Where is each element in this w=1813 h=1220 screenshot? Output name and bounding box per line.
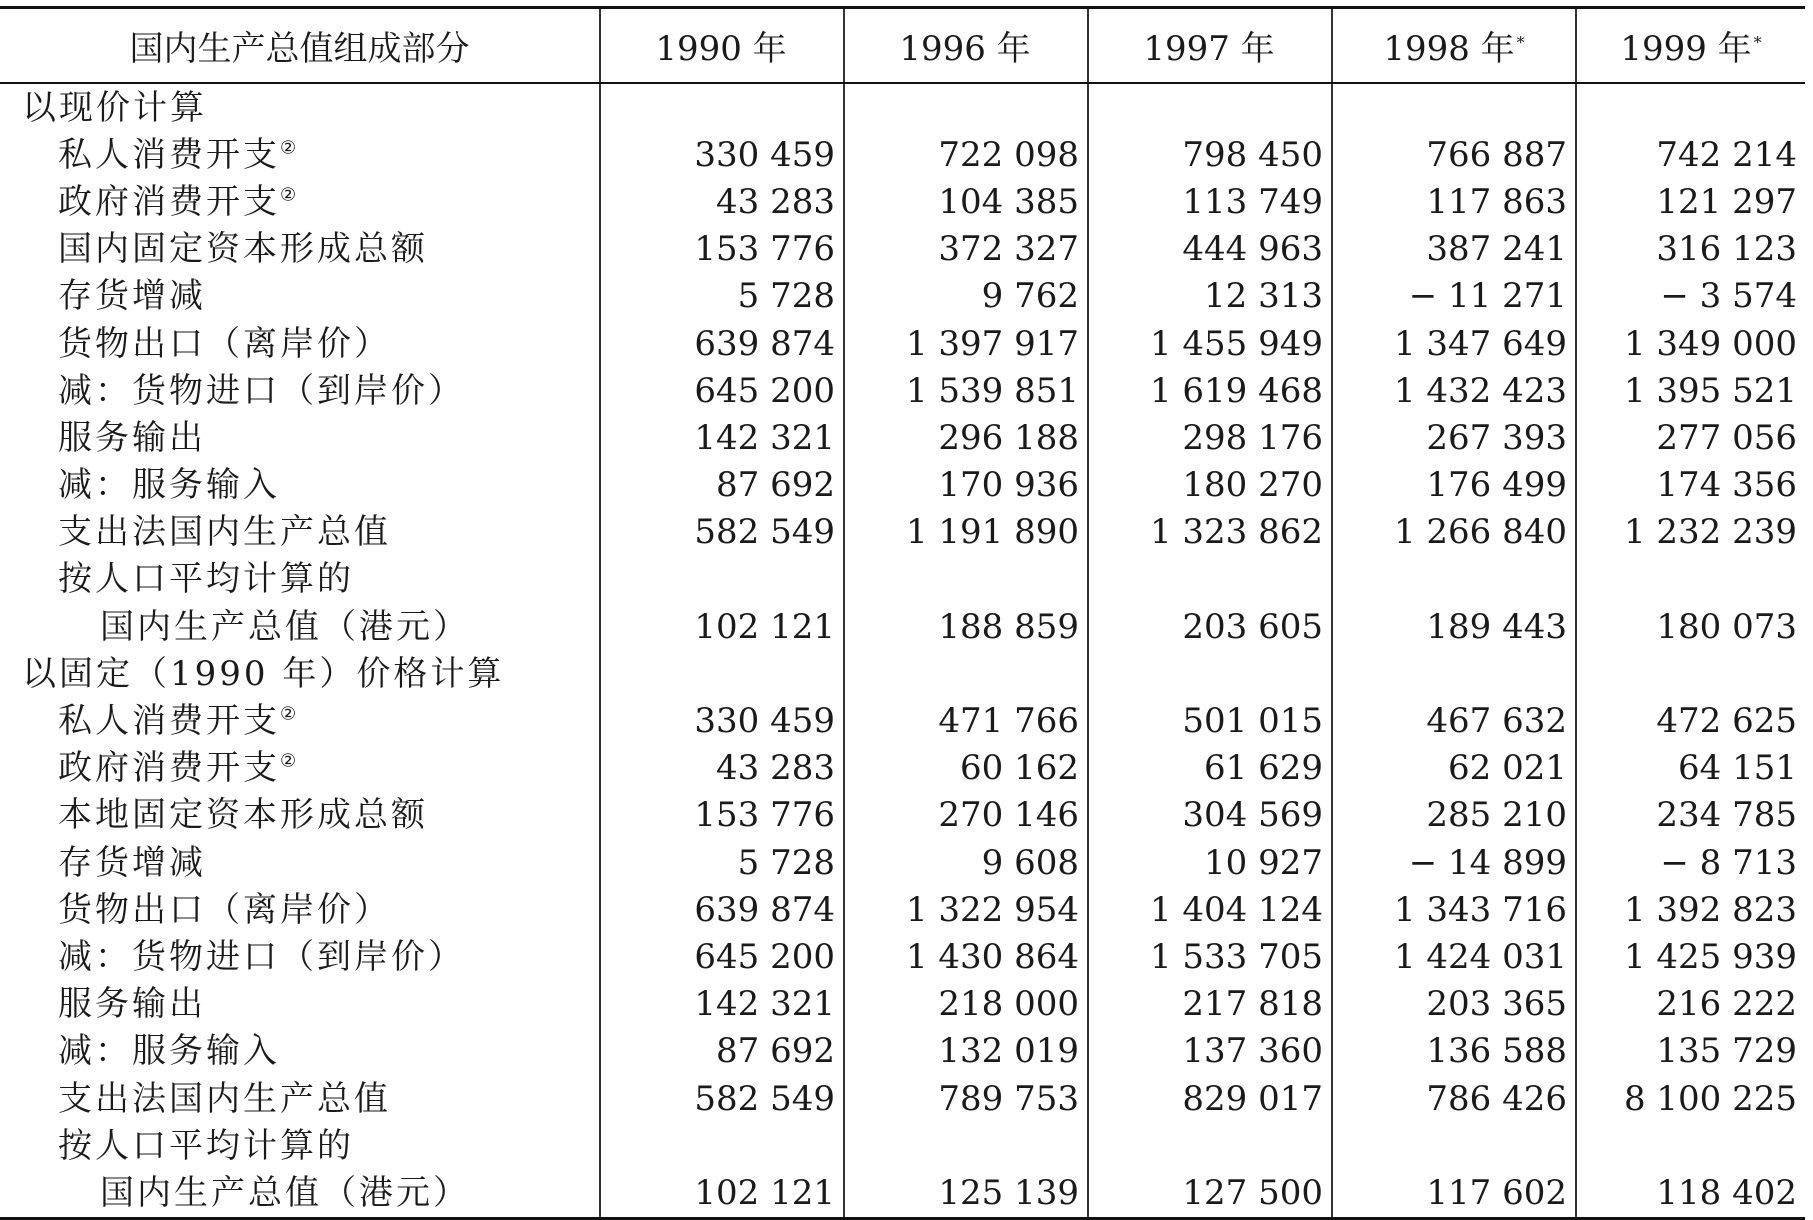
value-cell: 118 402 xyxy=(1576,1169,1805,1218)
value-cell xyxy=(844,650,1088,697)
value-cell: 316 123 xyxy=(1656,229,1797,270)
value-cell: 1 425 939 xyxy=(1623,936,1797,977)
value-cell: 113 749 xyxy=(1088,178,1332,225)
row-label-text: 政府消费开支 xyxy=(58,748,280,789)
table-row xyxy=(0,1075,1805,1122)
value-cell: 61 629 xyxy=(1088,745,1332,792)
row-label xyxy=(0,933,600,980)
row-label-text: 减：货物进口（到岸价） xyxy=(58,370,465,411)
value-cell: − 8 713 xyxy=(1660,842,1797,883)
row-label-text: 本地固定资本形成总额 xyxy=(58,795,428,836)
row-label xyxy=(0,792,600,839)
table-row xyxy=(0,603,1805,650)
header-year-1996 xyxy=(844,8,1088,84)
value-cell: 472 625 xyxy=(1656,701,1797,742)
value-cell xyxy=(1332,83,1576,131)
table-row xyxy=(0,226,1805,273)
value-cell: 1 343 716 xyxy=(1332,886,1576,933)
value-cell: 104 385 xyxy=(844,178,1088,225)
row-label xyxy=(0,1169,600,1218)
value-cell: 218 000 xyxy=(844,981,1088,1028)
value-cell: 582 549 xyxy=(600,509,844,556)
header-row xyxy=(0,8,1805,84)
value-cell xyxy=(600,1122,844,1169)
row-label-text: 服务输出 xyxy=(58,417,206,458)
value-cell: 153 776 xyxy=(600,792,844,839)
year-mark: * xyxy=(1516,32,1525,52)
year-label: 1990 年 xyxy=(655,29,787,69)
value-cell: 296 188 xyxy=(844,414,1088,461)
value-cell: 1 392 823 xyxy=(1623,889,1797,930)
row-label xyxy=(0,1122,600,1169)
gdp-components-table xyxy=(0,6,1805,1220)
year-mark: * xyxy=(1753,32,1762,52)
value-cell: 1 322 954 xyxy=(844,886,1088,933)
value-cell xyxy=(1088,650,1332,697)
row-label-text: 存货增减 xyxy=(58,276,206,317)
value-cell: 188 859 xyxy=(844,603,1088,650)
value-cell: 117 863 xyxy=(1332,178,1576,225)
row-label-text: 国内生产总值（港元） xyxy=(100,1172,470,1213)
header-year-1997 xyxy=(1088,8,1332,84)
row-label xyxy=(0,462,600,509)
table-row xyxy=(0,650,1805,697)
value-cell: 1 539 851 xyxy=(844,367,1088,414)
header-item: 国内生产总值组成部分 xyxy=(0,8,600,84)
value-cell: 10 927 xyxy=(1088,839,1332,886)
value-cell: 298 176 xyxy=(1088,414,1332,461)
value-cell: 639 874 xyxy=(600,886,844,933)
value-cell xyxy=(1332,650,1576,697)
row-label xyxy=(0,367,600,414)
value-cell xyxy=(600,83,844,131)
row-label-text: 存货增减 xyxy=(58,842,206,883)
value-cell: 372 327 xyxy=(844,226,1088,273)
value-cell: 829 017 xyxy=(1088,1075,1332,1122)
value-cell: 387 241 xyxy=(1332,226,1576,273)
value-cell: 501 015 xyxy=(1088,697,1332,744)
value-cell: 270 146 xyxy=(844,792,1088,839)
value-cell: 467 632 xyxy=(1332,697,1576,744)
value-cell: 9 608 xyxy=(844,839,1088,886)
value-cell: 1 266 840 xyxy=(1332,509,1576,556)
value-cell: 127 500 xyxy=(1088,1169,1332,1218)
table-row xyxy=(0,1028,1805,1075)
year-label: 1999 年 xyxy=(1620,29,1752,69)
year-label: 1996 年 xyxy=(899,29,1031,69)
value-cell: 43 283 xyxy=(600,178,844,225)
header-year-1990 xyxy=(600,8,844,84)
value-cell xyxy=(1332,1122,1576,1169)
value-cell: 742 214 xyxy=(1656,134,1797,175)
table-row xyxy=(0,839,1805,886)
value-cell: 1 619 468 xyxy=(1088,367,1332,414)
row-label-text: 按人口平均计算的 xyxy=(58,1125,354,1166)
table-row xyxy=(0,697,1805,744)
value-cell: 444 963 xyxy=(1088,226,1332,273)
value-cell: 1 533 705 xyxy=(1088,933,1332,980)
table-row xyxy=(0,273,1805,320)
value-cell xyxy=(1576,1122,1805,1169)
table-row xyxy=(0,933,1805,980)
row-label xyxy=(0,1028,600,1075)
value-cell xyxy=(1088,1122,1332,1169)
value-cell: 153 776 xyxy=(600,226,844,273)
value-cell: 330 459 xyxy=(600,697,844,744)
row-label-text: 减：服务输入 xyxy=(58,1031,280,1072)
footnote-marker: ② xyxy=(280,184,297,206)
row-label-text: 支出法国内生产总值 xyxy=(58,512,391,553)
value-cell: 189 443 xyxy=(1332,603,1576,650)
value-cell: 43 283 xyxy=(600,745,844,792)
row-label xyxy=(0,178,600,225)
row-label xyxy=(0,697,600,744)
value-cell xyxy=(1576,83,1805,131)
value-cell: 1 424 031 xyxy=(1332,933,1576,980)
value-cell: 203 365 xyxy=(1332,981,1576,1028)
row-label xyxy=(0,509,600,556)
value-cell xyxy=(1576,650,1805,697)
row-label-text: 支出法国内生产总值 xyxy=(58,1078,391,1119)
value-cell: − 14 899 xyxy=(1332,839,1576,886)
value-cell: 142 321 xyxy=(600,414,844,461)
table-row xyxy=(0,178,1805,225)
value-cell xyxy=(1088,83,1332,131)
value-cell xyxy=(1332,556,1576,603)
value-cell: 132 019 xyxy=(844,1028,1088,1075)
table-row xyxy=(0,981,1805,1028)
year-label: 1998 年 xyxy=(1383,29,1515,69)
value-cell: 786 426 xyxy=(1332,1075,1576,1122)
value-cell: 174 356 xyxy=(1656,465,1797,506)
value-cell: 1 232 239 xyxy=(1623,512,1797,553)
row-label xyxy=(0,556,600,603)
value-cell: 64 151 xyxy=(1678,748,1797,789)
row-label xyxy=(0,839,600,886)
value-cell: 1 347 649 xyxy=(1332,320,1576,367)
row-label xyxy=(0,273,600,320)
row-label-text: 减：货物进口（到岸价） xyxy=(58,936,465,977)
row-label xyxy=(0,981,600,1028)
value-cell: 9 762 xyxy=(844,273,1088,320)
value-cell: 125 139 xyxy=(844,1169,1088,1218)
value-cell: 137 360 xyxy=(1088,1028,1332,1075)
value-cell: 142 321 xyxy=(600,981,844,1028)
table-row xyxy=(0,509,1805,556)
value-cell: 277 056 xyxy=(1656,417,1797,458)
value-cell: 8 100 225 xyxy=(1623,1078,1797,1119)
row-label-text: 货物出口（离岸价） xyxy=(58,889,391,930)
value-cell: 170 936 xyxy=(844,462,1088,509)
value-cell: 176 499 xyxy=(1332,462,1576,509)
table-row xyxy=(0,320,1805,367)
value-cell: 1 395 521 xyxy=(1623,370,1797,411)
value-cell: 12 313 xyxy=(1088,273,1332,320)
row-label xyxy=(0,320,600,367)
value-cell: 117 602 xyxy=(1332,1169,1576,1218)
value-cell: 1 191 890 xyxy=(844,509,1088,556)
table-row xyxy=(0,886,1805,933)
table-row xyxy=(0,1122,1805,1169)
value-cell xyxy=(844,556,1088,603)
value-cell: 87 692 xyxy=(600,462,844,509)
value-cell: 1 455 949 xyxy=(1088,320,1332,367)
table-row xyxy=(0,1169,1805,1218)
row-label-text: 货物出口（离岸价） xyxy=(58,323,391,364)
value-cell: 102 121 xyxy=(600,1169,844,1218)
value-cell: 180 073 xyxy=(1656,606,1797,647)
value-cell: 121 297 xyxy=(1656,181,1797,222)
value-cell: 136 588 xyxy=(1332,1028,1576,1075)
row-label xyxy=(0,131,600,178)
row-label xyxy=(0,226,600,273)
row-label xyxy=(0,414,600,461)
value-cell: 285 210 xyxy=(1332,792,1576,839)
value-cell: − 3 574 xyxy=(1660,276,1797,317)
value-cell: 5 728 xyxy=(600,839,844,886)
table-row xyxy=(0,131,1805,178)
value-cell: 203 605 xyxy=(1088,603,1332,650)
value-cell: 5 728 xyxy=(600,273,844,320)
row-label-text: 国内生产总值（港元） xyxy=(100,606,470,647)
value-cell xyxy=(600,650,844,697)
table-row xyxy=(0,462,1805,509)
value-cell: 87 692 xyxy=(600,1028,844,1075)
value-cell: 60 162 xyxy=(844,745,1088,792)
row-label-text: 以现价计算 xyxy=(22,87,207,128)
table-row xyxy=(0,414,1805,461)
value-cell: 216 222 xyxy=(1656,984,1797,1025)
value-cell xyxy=(1576,556,1805,603)
value-cell: 789 753 xyxy=(844,1075,1088,1122)
value-cell xyxy=(1088,556,1332,603)
footnote-marker: ② xyxy=(280,750,297,772)
table-row xyxy=(0,792,1805,839)
row-label xyxy=(0,745,600,792)
value-cell xyxy=(844,1122,1088,1169)
row-label-text: 以固定（1990 年）价格计算 xyxy=(22,653,505,694)
table-row xyxy=(0,83,1805,131)
value-cell: 1 432 423 xyxy=(1332,367,1576,414)
value-cell: 1 430 864 xyxy=(844,933,1088,980)
row-label-text: 国内固定资本形成总额 xyxy=(58,229,428,270)
value-cell: 645 200 xyxy=(600,367,844,414)
value-cell: 267 393 xyxy=(1332,414,1576,461)
value-cell: 639 874 xyxy=(600,320,844,367)
table-header xyxy=(0,8,1805,84)
value-cell: 102 121 xyxy=(600,603,844,650)
value-cell: 234 785 xyxy=(1656,795,1797,836)
value-cell: 1 323 862 xyxy=(1088,509,1332,556)
value-cell: 217 818 xyxy=(1088,981,1332,1028)
row-label-text: 服务输出 xyxy=(58,984,206,1025)
value-cell: 1 349 000 xyxy=(1623,323,1797,364)
row-label-text: 政府消费开支 xyxy=(58,181,280,222)
row-label xyxy=(0,886,600,933)
header-year-1998 xyxy=(1332,8,1576,84)
value-cell: 135 729 xyxy=(1656,1031,1797,1072)
value-cell: 304 569 xyxy=(1088,792,1332,839)
value-cell: 645 200 xyxy=(600,933,844,980)
row-label-text: 减：服务输入 xyxy=(58,465,280,506)
value-cell: 1 397 917 xyxy=(844,320,1088,367)
value-cell: 330 459 xyxy=(600,131,844,178)
value-cell: 798 450 xyxy=(1088,131,1332,178)
row-label xyxy=(0,1075,600,1122)
table-row xyxy=(0,556,1805,603)
row-label-text: 私人消费开支 xyxy=(58,134,280,175)
value-cell: − 11 271 xyxy=(1332,273,1576,320)
table-row xyxy=(0,367,1805,414)
footnote-marker: ② xyxy=(280,137,297,159)
value-cell: 722 098 xyxy=(844,131,1088,178)
value-cell xyxy=(600,556,844,603)
value-cell: 180 270 xyxy=(1088,462,1332,509)
table-body xyxy=(0,83,1805,1218)
value-cell: 62 021 xyxy=(1332,745,1576,792)
row-label xyxy=(0,650,600,697)
value-cell: 582 549 xyxy=(600,1075,844,1122)
row-label-text: 私人消费开支 xyxy=(58,701,280,742)
value-cell: 471 766 xyxy=(844,697,1088,744)
year-label: 1997 年 xyxy=(1143,29,1275,69)
row-label-text: 按人口平均计算的 xyxy=(58,559,354,600)
row-label xyxy=(0,83,600,131)
table-row xyxy=(0,745,1805,792)
header-year-1999 xyxy=(1576,8,1805,84)
value-cell xyxy=(844,83,1088,131)
row-label xyxy=(0,603,600,650)
value-cell: 766 887 xyxy=(1332,131,1576,178)
footnote-marker: ② xyxy=(280,703,297,725)
value-cell: 1 404 124 xyxy=(1088,886,1332,933)
